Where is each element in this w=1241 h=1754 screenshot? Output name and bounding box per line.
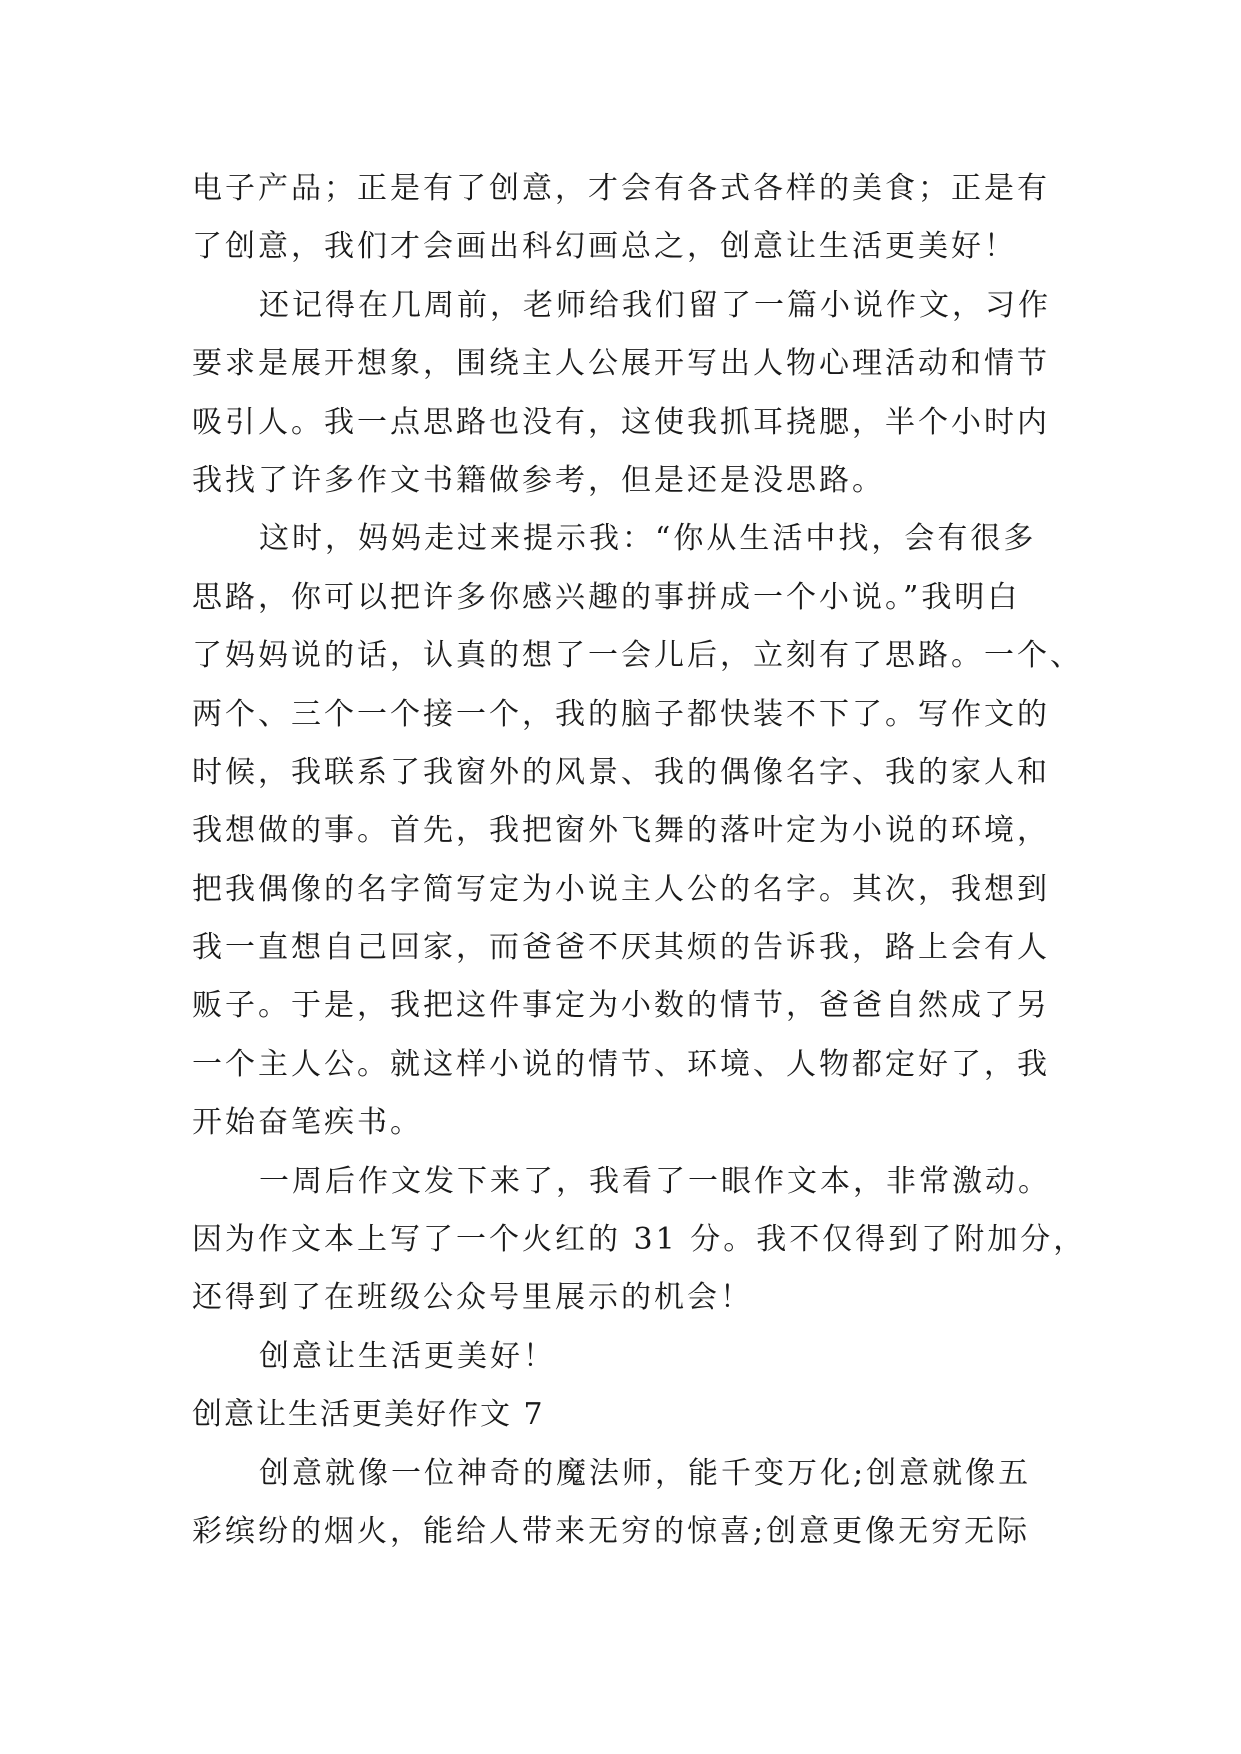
text-line: 吸引人。我一点思路也没有，这使我抓耳挠腮，半个小时内: [192, 404, 1050, 440]
text-line: 我想做的事。首先，我把窗外飞舞的落叶定为小说的环境，: [192, 813, 1050, 849]
section-heading: 创意让生活更美好作文 7: [192, 1397, 545, 1433]
text-line: 要求是展开想象，围绕主人公展开写出人物心理活动和情节: [192, 346, 1050, 382]
paragraph-start-line: 创意就像一位神奇的魔法师，能千变万化;创意就像五: [259, 1455, 1032, 1491]
text-line: 我一直想自己回家，而爸爸不厌其烦的告诉我，路上会有人: [192, 930, 1050, 966]
text-line: 开始奋笔疾书。: [192, 1105, 423, 1141]
text-line: 思路，你可以把许多你感兴趣的事拼成一个小说。”我明白: [192, 579, 1021, 615]
document-body: [192, 160, 1087, 1561]
text-line: 因为作文本上写了一个火红的 31 分。我不仅得到了附加分，: [192, 1222, 1087, 1258]
paragraph-start-line: 还记得在几周前，老师给我们留了一篇小说作文，习作: [259, 287, 1051, 323]
text-line: 两个、三个一个接一个，我的脑子都快装不下了。写作文的: [192, 696, 1050, 732]
text-line: 了妈妈说的话，认真的想了一会儿后，立刻有了思路。一个、: [192, 638, 1083, 674]
text-line: 我找了许多作文书籍做参考，但是还是没思路。: [192, 462, 885, 498]
paragraph-start-line: 一周后作文发下来了，我看了一眼作文本，非常激动。: [259, 1163, 1051, 1199]
paragraph-start-line: 创意让生活更美好！: [259, 1338, 556, 1374]
text-line: 还得到了在班级公众号里展示的机会！: [192, 1280, 753, 1316]
text-line: 时候，我联系了我窗外的风景、我的偶像名字、我的家人和: [192, 754, 1050, 790]
text-line: 电子产品；正是有了创意，才会有各式各样的美食；正是有: [192, 171, 1050, 206]
text-line: 了创意，我们才会画出科幻画总之，创意让生活更美好！: [192, 229, 1017, 265]
paragraph-start-line: 这时，妈妈走过来提示我：“你从生活中找，会有很多: [259, 521, 1037, 557]
text-line: 彩缤纷的烟火，能给人带来无穷的惊喜;创意更像无穷无际: [192, 1513, 1031, 1549]
text-line: 贩子。于是，我把这件事定为小数的情节，爸爸自然成了另: [192, 988, 1050, 1024]
text-line: 把我偶像的名字简写定为小说主人公的名字。其次，我想到: [192, 871, 1050, 907]
text-line: 一个主人公。就这样小说的情节、环境、人物都定好了，我: [192, 1046, 1050, 1082]
